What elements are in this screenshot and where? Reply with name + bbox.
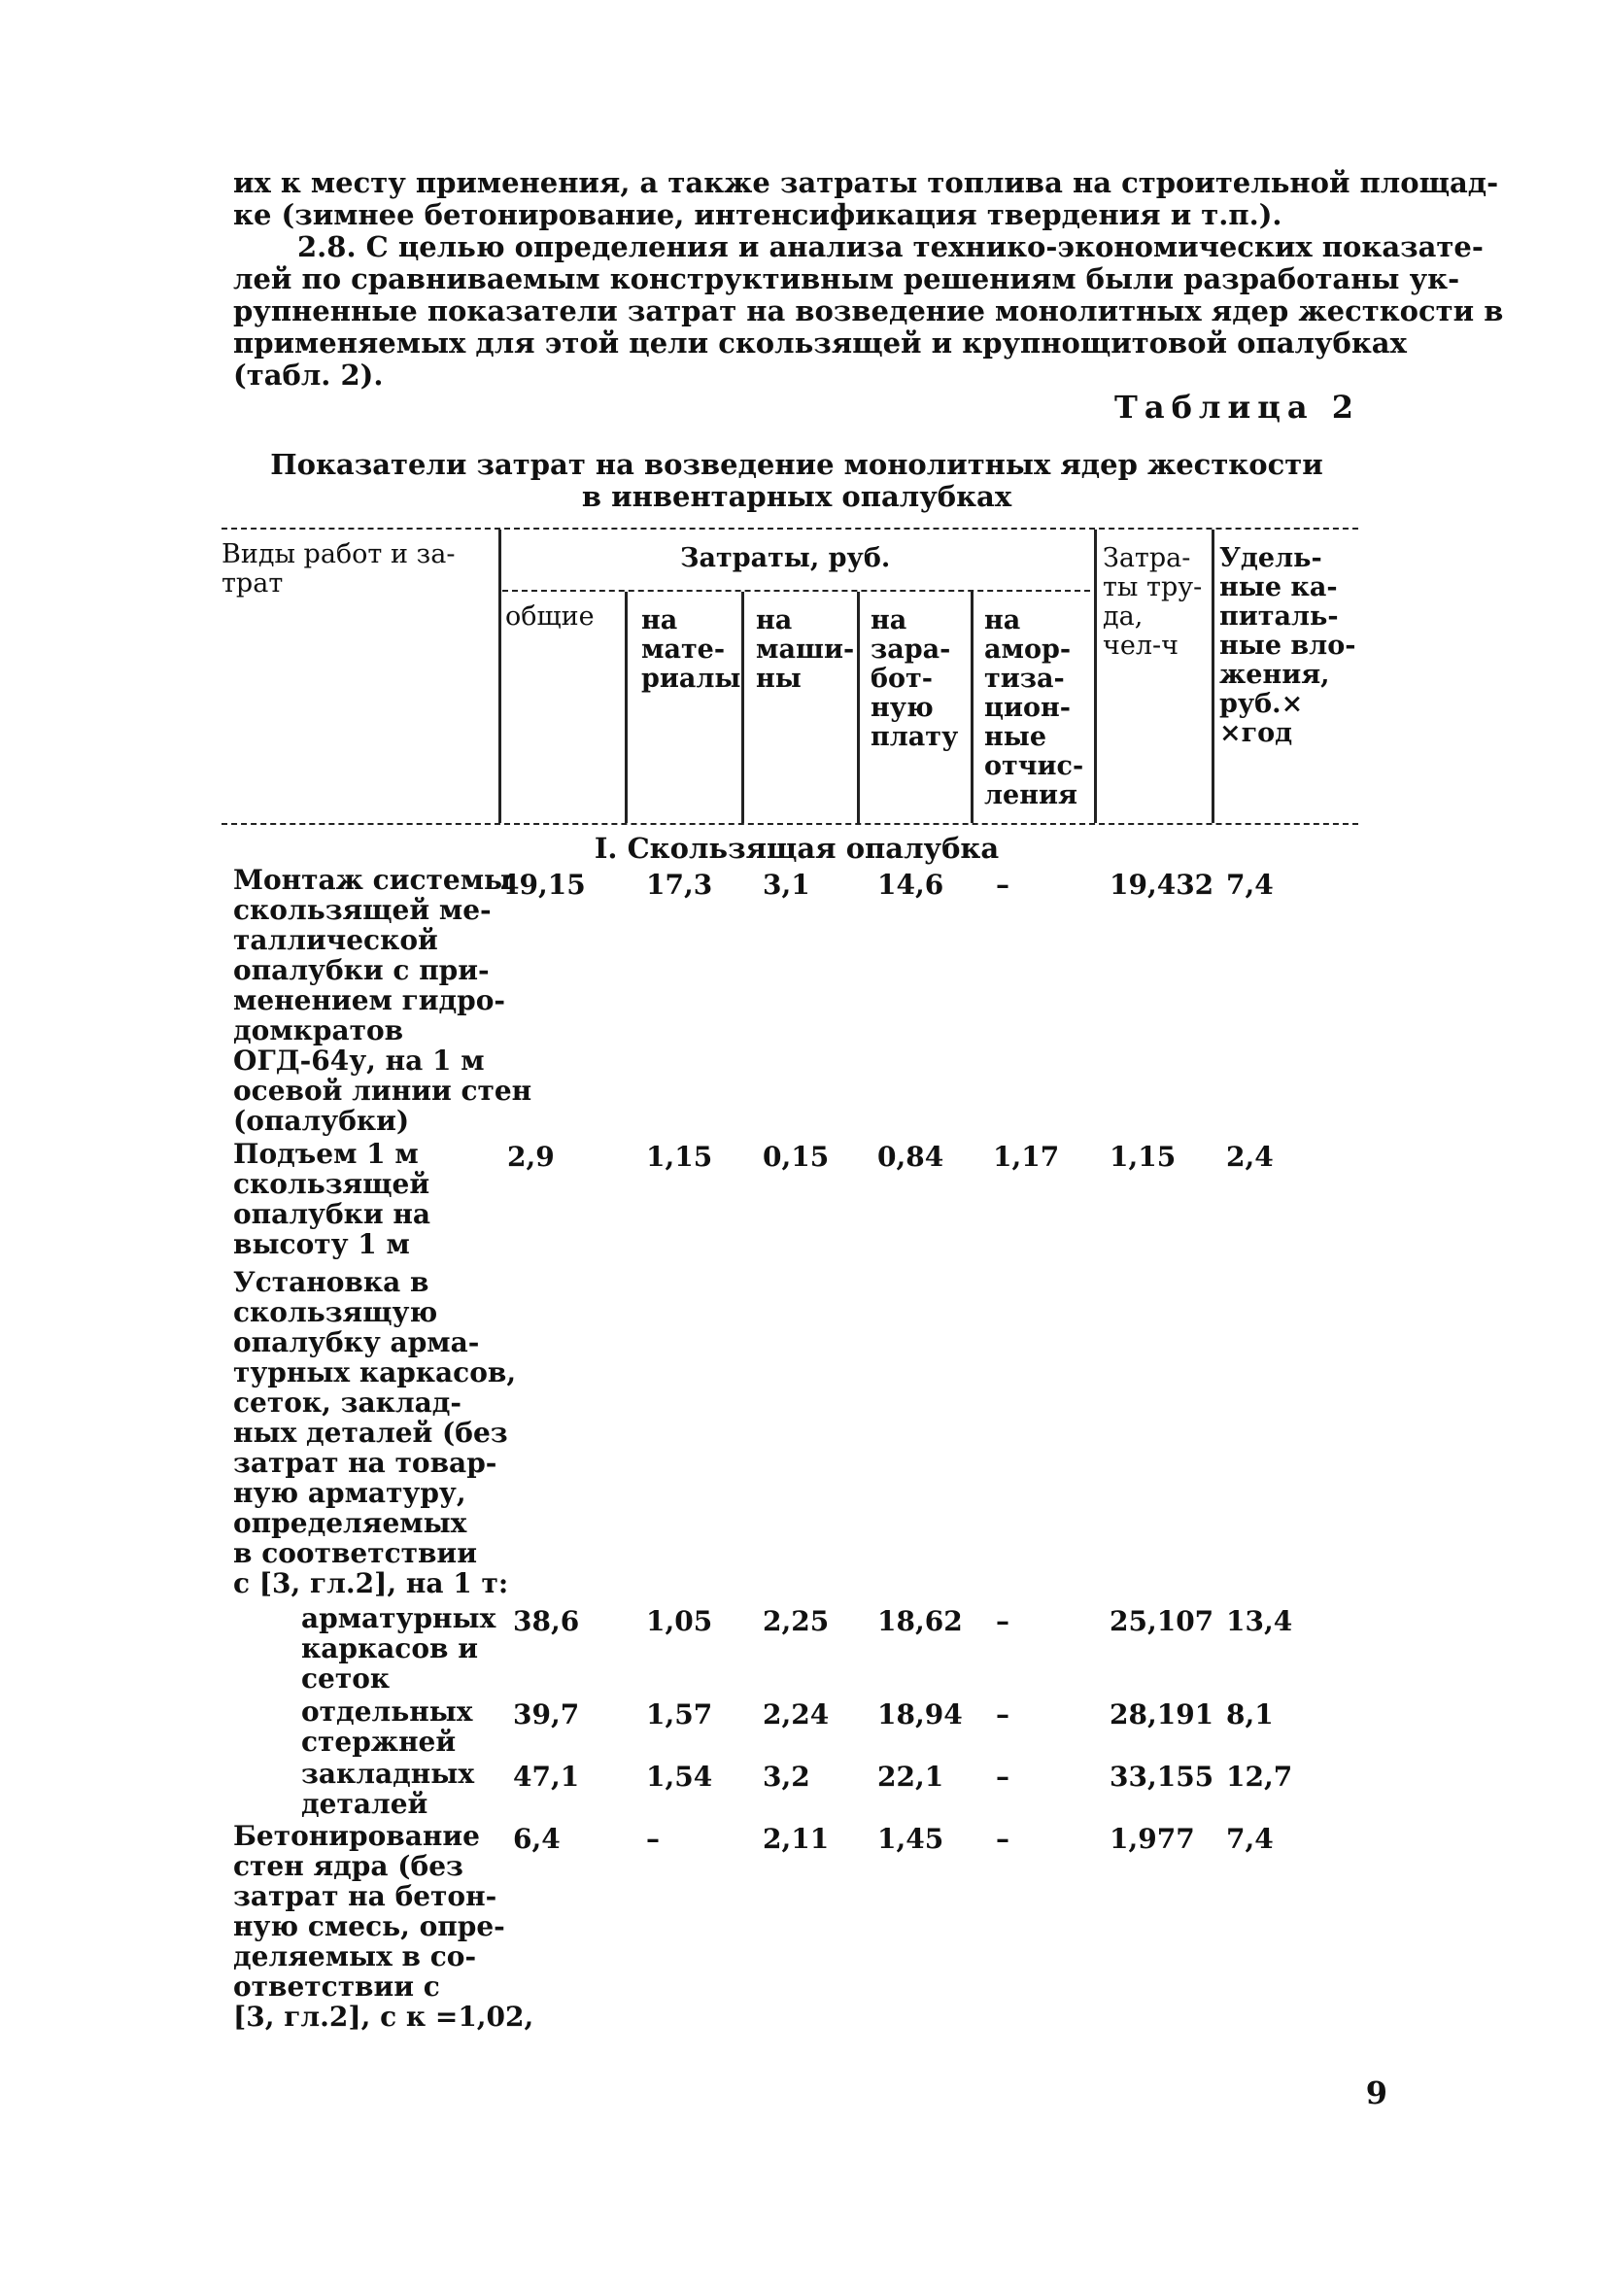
table-label: Таблица 2: [1114, 389, 1360, 426]
cell-machines: 3,1: [763, 869, 810, 901]
header-line: ×год: [1219, 718, 1293, 748]
header-wages: [871, 606, 958, 752]
cell-depreciation: –: [996, 1823, 1009, 1855]
row-name-line: ную арматуру,: [233, 1477, 466, 1509]
row-name-line: турных каркасов,: [233, 1356, 517, 1388]
cell-machines: 2,11: [763, 1823, 830, 1855]
row-name-line: стержней: [301, 1726, 457, 1758]
header-line: чел-ч: [1103, 631, 1179, 661]
header-line: зара-: [871, 634, 951, 665]
header-costs-group: Затраты, руб.: [680, 543, 891, 573]
header-line: Виды работ и за-: [222, 539, 456, 569]
row-name-line: [3, гл.2], с к =1,02,: [233, 2001, 534, 2033]
row-name-line: осевой линии стен: [233, 1075, 532, 1107]
cell-depreciation: –: [996, 1605, 1009, 1637]
cell-wages: 1,45: [877, 1823, 944, 1855]
header-line: ные ка-: [1219, 572, 1338, 602]
row-name-line: в соответствии: [233, 1537, 477, 1569]
cell-labor: 33,155: [1110, 1761, 1214, 1793]
text-line: лей по сравниваемым конструктивным решениям были разработаны ук-: [233, 262, 1460, 295]
row-name-line: домкратов: [233, 1014, 404, 1046]
row-name-line: отдельных: [301, 1696, 473, 1728]
cell-capital: 2,4: [1226, 1141, 1274, 1173]
text-line: их к месту применения, а также затраты топлива на строительной площад-: [233, 166, 1499, 199]
header-machines: [756, 606, 854, 694]
table-section-title: I. Скользящая опалубка: [594, 832, 1000, 865]
header-line: ты тру-: [1103, 572, 1203, 602]
cell-materials: 1,57: [646, 1698, 713, 1731]
row-name-line: высоту 1 м: [233, 1228, 410, 1260]
cell-capital: 8,1: [1226, 1698, 1274, 1731]
header-materials: [641, 606, 741, 694]
table-row-name: [301, 1603, 495, 1694]
row-name-line: скользящей: [233, 1168, 430, 1200]
header-line: бот-: [871, 664, 933, 694]
cell-depreciation: –: [996, 1698, 1009, 1731]
cell-materials: –: [646, 1823, 660, 1855]
row-name-line: Монтаж системы: [233, 864, 512, 896]
row-name-line: опалубки на: [233, 1198, 431, 1230]
row-name-line: менением гидро-: [233, 984, 506, 1016]
text-line: (табл. 2).: [233, 359, 384, 392]
header-line: ную: [871, 693, 934, 723]
header-line: цион-: [984, 693, 1071, 723]
row-name-line: сеток: [301, 1662, 391, 1695]
header-line: риалы: [641, 664, 741, 694]
header-line: да,: [1103, 601, 1144, 632]
header-line: амор-: [984, 634, 1072, 665]
header-line: маши-: [756, 634, 855, 665]
header-line: ные: [984, 722, 1047, 752]
cell-capital: 13,4: [1226, 1605, 1293, 1637]
header-line: трат: [222, 568, 284, 599]
header-line: ные вло-: [1219, 631, 1356, 661]
header-line: руб.×: [1219, 689, 1304, 719]
header-works: [222, 540, 455, 599]
cell-wages: 22,1: [877, 1761, 944, 1793]
row-name-line: скользящей ме-: [233, 894, 492, 926]
header-line: ления: [984, 780, 1077, 810]
cell-materials: 17,3: [646, 869, 713, 901]
header-line: тиза-: [984, 664, 1065, 694]
cell-depreciation: –: [996, 1761, 1009, 1793]
section-2-8-paragraph: [233, 230, 1504, 392]
row-name-line: Бетонирование: [233, 1820, 480, 1852]
cell-labor: 25,107: [1110, 1605, 1214, 1637]
row-name-line: с [3, гл.2], на 1 т:: [233, 1567, 509, 1599]
cell-depreciation: 1,17: [993, 1141, 1060, 1173]
header-line: на: [871, 605, 907, 635]
cell-wages: 18,62: [877, 1605, 963, 1637]
page-number: 9: [1365, 2074, 1387, 2111]
row-name-line: ную смесь, опре-: [233, 1910, 505, 1942]
table-row-name: [233, 1267, 516, 1598]
row-name-line: затрат на товар-: [233, 1447, 497, 1479]
row-name-line: затрат на бетон-: [233, 1880, 497, 1912]
cell-total: 47,1: [513, 1761, 580, 1793]
header-line: плату: [871, 722, 959, 752]
header-line: жения,: [1219, 660, 1330, 690]
header-line: на: [756, 605, 793, 635]
row-name-line: опалубку арма-: [233, 1326, 480, 1358]
cell-materials: 1,54: [646, 1761, 713, 1793]
column-divider: [625, 592, 628, 823]
column-divider: [971, 592, 974, 823]
cell-labor: 19,432: [1110, 869, 1214, 901]
header-line: на: [984, 605, 1021, 635]
row-name-line: деляемых в со-: [233, 1940, 477, 1972]
text-line: рупненные показатели затрат на возведение монолитных ядер жесткости в: [233, 294, 1504, 327]
table-caption: [233, 449, 1360, 513]
cell-machines: 0,15: [763, 1141, 830, 1173]
cell-machines: 2,25: [763, 1605, 830, 1637]
table-row-name: [233, 1139, 430, 1259]
cell-total: 2,9: [507, 1141, 555, 1173]
row-name-line: сеток, заклад-: [233, 1387, 462, 1419]
header-line: отчис-: [984, 751, 1084, 781]
table-row-name: [301, 1696, 473, 1757]
cell-machines: 2,24: [763, 1698, 830, 1731]
table-row-name: [233, 1821, 533, 2032]
row-name-line: ОГД-64у, на 1 м: [233, 1045, 485, 1077]
cell-wages: 14,6: [877, 869, 944, 901]
column-divider: [741, 592, 744, 823]
cell-total: 38,6: [513, 1605, 580, 1637]
row-name-line: арматурных: [301, 1602, 496, 1634]
header-capital: [1219, 544, 1355, 748]
row-name-line: опалубки с при-: [233, 954, 490, 986]
row-name-line: ответствии с: [233, 1970, 440, 2003]
cell-capital: 7,4: [1226, 869, 1274, 901]
row-name-line: скользящую: [233, 1296, 438, 1328]
cell-materials: 1,15: [646, 1141, 713, 1173]
header-line: на: [641, 605, 678, 635]
column-divider: [857, 592, 860, 823]
table-caption-line: в инвентарных опалубках: [581, 480, 1012, 513]
intro-paragraph: [233, 166, 1499, 231]
header-labor: [1103, 544, 1202, 661]
costs-group-rule: [502, 590, 1090, 592]
text-line: применяемых для этой цели скользящей и крупнощитовой опалубках: [233, 326, 1407, 360]
header-line: ны: [756, 664, 802, 694]
row-name-line: Подъем 1 м: [233, 1138, 419, 1170]
text-line: 2.8. С целью определения и анализа технико-экономических показате-: [297, 230, 1484, 263]
table-caption-line: Показатели затрат на возведение монолитных ядер жесткости: [270, 448, 1323, 481]
row-name-line: деталей: [301, 1788, 428, 1820]
table-row-name: [233, 865, 531, 1136]
row-name-line: стен ядра (без: [233, 1850, 463, 1882]
column-divider: [1094, 530, 1097, 823]
row-name-line: каркасов и: [301, 1632, 478, 1664]
header-line: Удель-: [1219, 543, 1322, 573]
cell-machines: 3,2: [763, 1761, 810, 1793]
cell-materials: 1,05: [646, 1605, 713, 1637]
row-name-line: закладных: [301, 1758, 475, 1790]
column-divider: [498, 530, 501, 823]
header-depreciation: [984, 606, 1083, 810]
cell-wages: 18,94: [877, 1698, 963, 1731]
row-name-line: определяемых: [233, 1507, 467, 1539]
text-line: ке (зимнее бетонирование, интенсификация твердения и т.п.).: [233, 198, 1282, 231]
cell-capital: 7,4: [1226, 1823, 1274, 1855]
row-name-line: таллической: [233, 924, 438, 956]
cell-labor: 1,977: [1110, 1823, 1195, 1855]
header-bottom-rule: [222, 823, 1358, 825]
cell-labor: 28,191: [1110, 1698, 1214, 1731]
cell-total: 6,4: [513, 1823, 561, 1855]
table-row-name: [301, 1759, 474, 1819]
cell-wages: 0,84: [877, 1141, 944, 1173]
cell-capital: 12,7: [1226, 1761, 1293, 1793]
row-name-line: (опалубки): [233, 1105, 410, 1137]
table-top-rule: [222, 528, 1358, 530]
header-line: Затра-: [1103, 543, 1191, 573]
cell-depreciation: –: [996, 869, 1009, 901]
row-name-line: Установка в: [233, 1266, 429, 1298]
column-divider: [1212, 530, 1214, 823]
cell-total: 49,15: [500, 869, 586, 901]
header-line: питаль-: [1219, 601, 1339, 632]
header-line: мате-: [641, 634, 726, 665]
row-name-line: ных деталей (без: [233, 1417, 508, 1449]
header-total: общие: [505, 601, 595, 632]
cell-total: 39,7: [513, 1698, 580, 1731]
cell-labor: 1,15: [1110, 1141, 1177, 1173]
